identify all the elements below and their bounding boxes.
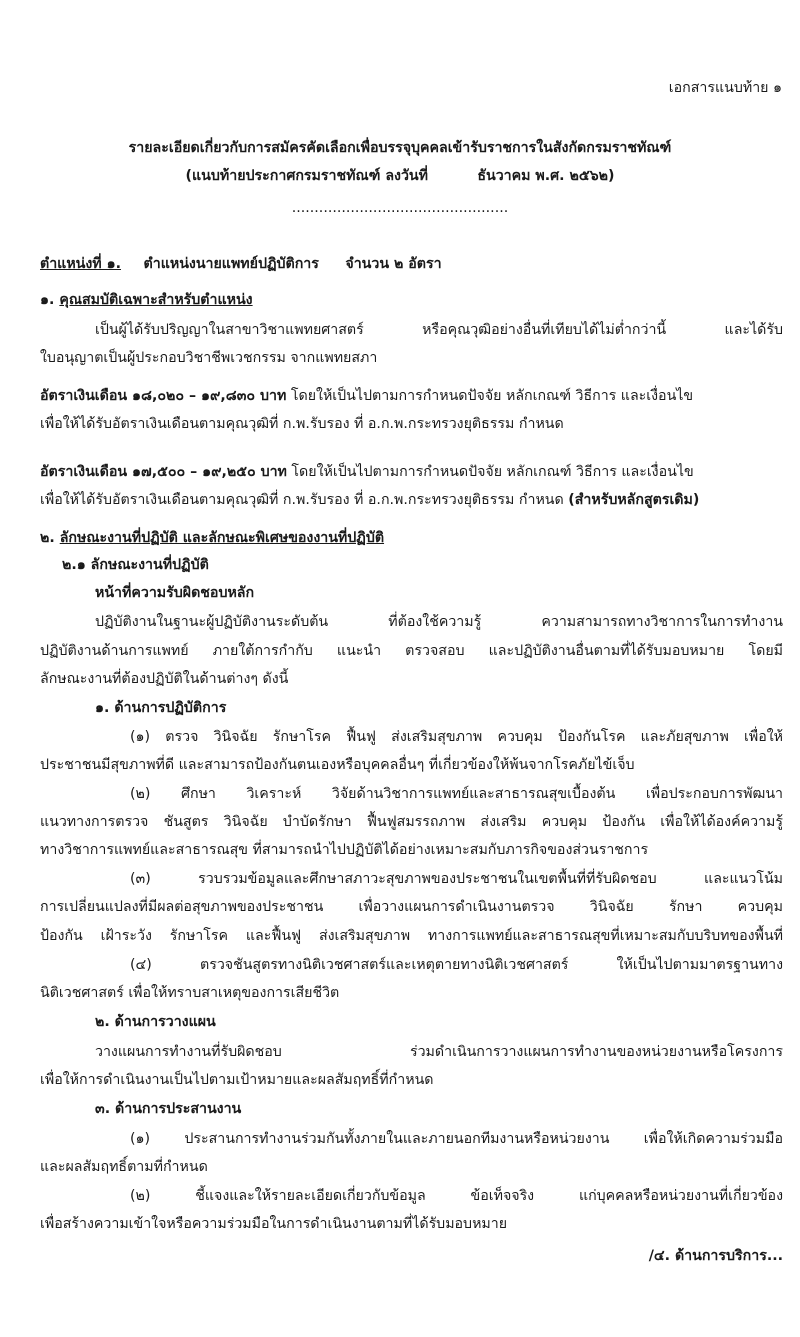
salary2-line2-text: เพื่อให้ได้รับอัตราเงินเดือนตามคุณวุฒิที่ ก.พ.รับรอง ที่ อ.ก.พ.กระทรวงยุติธรรม กำหนด — [40, 492, 569, 508]
intro-line1: ปฏิบัติงานในฐานะผู้ปฏิบัติงานระดับต้น ที่ต้องใช้ความรู้ ความสามารถทางวิชาการในการทำงาน — [95, 614, 783, 630]
position-label: ตำแหน่งที่ ๑. — [40, 256, 121, 272]
area1-item3-line2: การเปลี่ยนแปลงที่มีผลต่อสุขภาพของประชาชน เพื่อวางแผนการดำเนินงานตรวจ วินิจฉัย รักษา ควบคุม — [40, 899, 783, 915]
position-name: ตำแหน่งนายแพทย์ปฏิบัติการ — [143, 256, 319, 272]
salary2-range: อัตราเงินเดือน ๑๗,๕๐๐ – ๑๙,๒๕๐ บาท — [40, 464, 287, 480]
salary1-range: อัตราเงินเดือน ๑๘,๐๒๐ – ๑๙,๘๓๐ บาท — [40, 388, 287, 404]
salary2-note: (สำหรับหลักสูตรเดิม) — [568, 492, 700, 508]
subsection-2-1: ๒.๑ ลักษณะงานที่ปฏิบัติ — [62, 557, 209, 573]
document-title-line1: รายละเอียดเกี่ยวกับการสมัครคัดเลือกเพื่อบรรจุบุคคลเข้ารับราชการในสังกัดกรมราชทัณฑ์ — [128, 140, 672, 156]
area2-line1: วางแผนการทำงานที่รับผิดชอบ ร่วมดำเนินการวางแผนการทำงานของหน่วยงานหรือโครงการ — [95, 1044, 783, 1060]
intro-line3: ลักษณะงานที่ต้องปฏิบัติในด้านต่างๆ ดังนี้ — [40, 671, 289, 687]
section2-title: ลักษณะงานที่ปฏิบัติ และลักษณะพิเศษของงานที่ปฏิบัติ — [59, 530, 385, 546]
area1-item2-line1: (๒) ศึกษา วิเคราะห์ วิจัยด้านวิชาการแพทย์และสาธารณสุขเบื้องต้น เพื่อประกอบการพัฒนา — [130, 786, 783, 802]
area1-item4-line2: นิติเวชศาสตร์ เพื่อให้ทราบสาเหตุของการเสียชีวิต — [40, 985, 340, 1001]
title-separator: ................................................ — [291, 200, 509, 216]
area3-item2-line1: (๒) ชี้แจงและให้รายละเอียดเกี่ยวกับข้อมูล ข้อเท็จจริง แก่บุคคลหรือหน่วยงานที่เกี่ยวข้อง — [130, 1188, 783, 1204]
area3-item1-line1: (๑) ประสานการทำงานร่วมกันทั้งภายในและภายนอกทีมงานหรือหน่วยงาน เพื่อให้เกิดความร่วมมือ — [130, 1131, 783, 1147]
annex-label: เอกสารแนบท้าย ๑ — [668, 80, 782, 96]
salary1-condition: โดยให้เป็นไปตามการกำหนดปัจจัย หลักเกณฑ์ วิธีการ และเงื่อนไข — [286, 388, 694, 404]
salary2-condition: โดยให้เป็นไปตามการกำหนดปัจจัย หลักเกณฑ์ วิธีการ และเงื่อนไข — [286, 464, 694, 480]
area1-item2-line3: ทางวิชาการแพทย์และสาธารณสุข ที่สามารถนำไปปฏิบัติได้อย่างเหมาะสมกับภารกิจของส่วนราชการ — [40, 842, 649, 858]
area2-line2: เพื่อให้การดำเนินงานเป็นไปตามเป้าหมายและผลสัมฤทธิ์ที่กำหนด — [40, 1072, 434, 1088]
salary2-line2 — [40, 490, 699, 510]
area1-item1-line2: ประชาชนมีสุขภาพที่ดี และสามารถป้องกันตนเองหรือบุคคลอื่นๆ ที่เกี่ยวข้องให้พ้นจากโรคภัยไข้เจ็บ — [40, 757, 635, 773]
salary1-line1 — [40, 386, 783, 406]
section1-title: คุณสมบัติเฉพาะสำหรับตำแหน่ง — [59, 292, 253, 308]
section2-number: ๒. — [40, 530, 55, 546]
area1-heading: ๑. ด้านการปฏิบัติการ — [95, 700, 227, 716]
area3-heading: ๓. ด้านการประสานงาน — [95, 1101, 242, 1117]
area1-item2-line2: แนวทางการตรวจ ชันสูตร วินิจฉัย บำบัดรักษา ฟื้นฟูสมรรถภาพ ส่งเสริม ควบคุม ป้องกัน เพื่อให้ได้องค์ความรู้ — [40, 814, 783, 830]
area1-item1-line1: (๑) ตรวจ วินิจฉัย รักษาโรค ฟื้นฟู ส่งเสริมสุขภาพ ควบคุม ป้องกันโรค และภัยสุขภาพ เพื่อให้ — [130, 729, 783, 745]
area3-item2-line2: เพื่อสร้างความเข้าใจหรือความร่วมมือในการดำเนินงานตามที่ได้รับมอบหมาย — [40, 1216, 508, 1232]
section1-para-line1: เป็นผู้ได้รับปริญญาในสาขาวิชาแพทยศาสตร์ หรือคุณวุฒิอย่างอื่นที่เทียบได้ไม่ต่ำกว่านี้ และได้รับ — [95, 322, 783, 338]
continuation-note: /๔. ด้านการบริการ... — [648, 1248, 783, 1264]
area3-item1-line2: และผลสัมฤทธิ์ตามที่กำหนด — [40, 1159, 208, 1175]
section2-heading — [40, 528, 384, 548]
duty-heading: หน้าที่ความรับผิดชอบหลัก — [95, 585, 255, 601]
section1-para-line2: ใบอนุญาตเป็นผู้ประกอบวิชาชีพเวชกรรม จากแพทยสภา — [40, 350, 378, 366]
salary1-line2: เพื่อให้ได้รับอัตราเงินเดือนตามคุณวุฒิที่ ก.พ.รับรอง ที่ อ.ก.พ.กระทรวงยุติธรรม กำหนด — [40, 416, 564, 432]
document-title-line2: (แนบท้ายประกาศกรมราชทัณฑ์ ลงวันที่ ธันวาคม พ.ศ. ๒๕๖๒) — [185, 168, 615, 184]
salary2-line1 — [40, 462, 783, 482]
section1-number: ๑. — [40, 292, 55, 308]
section1-heading — [40, 290, 253, 310]
position-line — [40, 254, 442, 274]
area2-heading: ๒. ด้านการวางแผน — [95, 1014, 216, 1030]
position-count: จำนวน ๒ อัตรา — [345, 256, 442, 272]
area1-item4-line1: (๔) ตรวจชันสูตรทางนิติเวชศาสตร์และเหตุตายทางนิติเวชศาสตร์ ให้เป็นไปตามมาตรฐานทาง — [130, 957, 783, 973]
area1-item3-line3: ป้องกัน เฝ้าระวัง รักษาโรค และฟื้นฟู ส่งเสริมสุขภาพ ทางการแพทย์และสาธารณสุขที่เหมาะสมกับบริบทของพื้นที่ — [40, 928, 783, 944]
area1-item3-line1: (๓) รวบรวมข้อมูลและศึกษาสภาวะสุขภาพของประชาชนในเขตพื้นที่ที่รับผิดชอบ และแนวโน้ม — [130, 871, 783, 887]
intro-line2: ปฏิบัติงานด้านการแพทย์ ภายใต้การกำกับ แนะนำ ตรวจสอบ และปฏิบัติงานอื่นตามที่ได้รับมอบหมาย โดยมี — [40, 643, 783, 659]
